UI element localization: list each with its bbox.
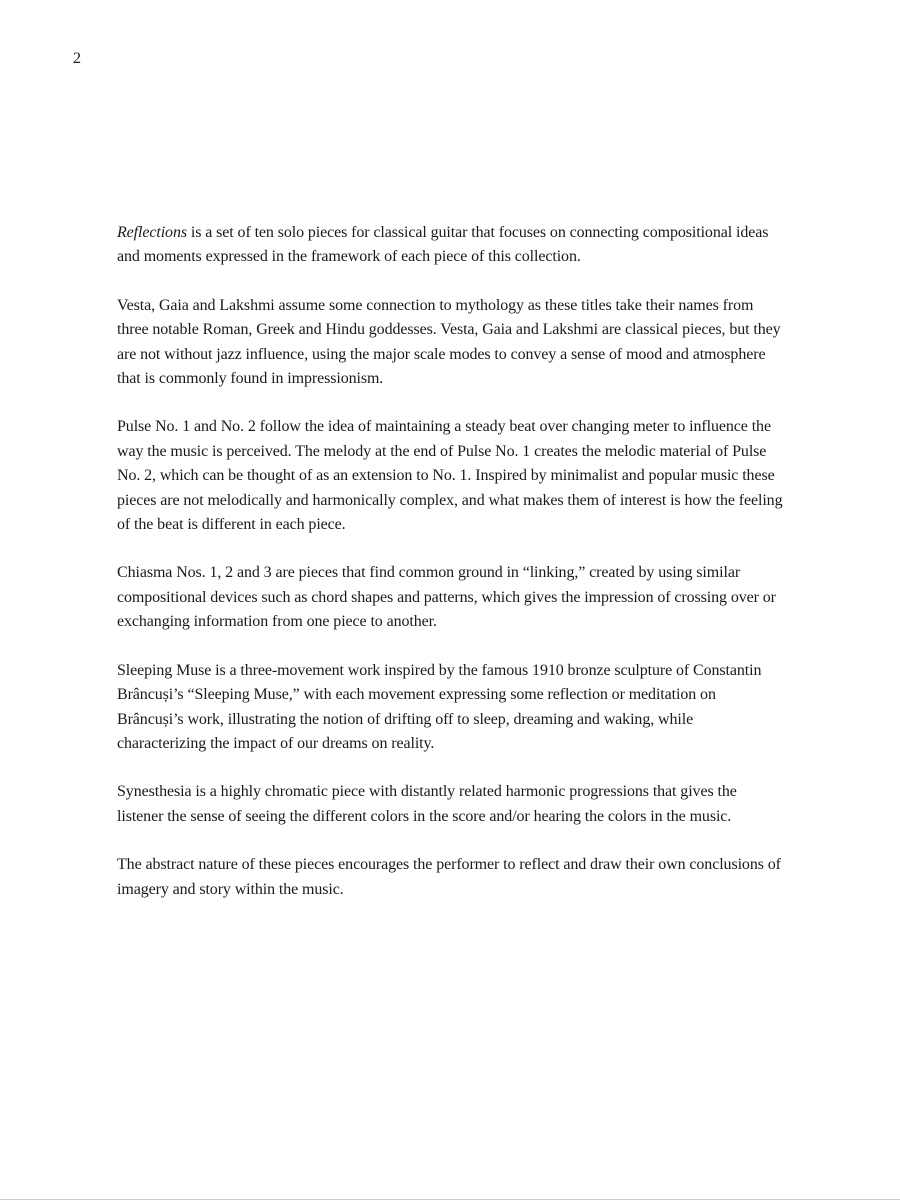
document-body	[117, 221, 785, 902]
paragraph-intro-text: is a set of ten solo pieces for classical guitar that focuses on connecting compositional ideas and moments expressed in the framework of each piece of this collection.	[117, 224, 769, 266]
paragraph-closing: The abstract nature of these pieces encourages the performer to reflect and draw their own conclusions of imagery and story within the music.	[117, 856, 781, 898]
work-title: Reflections	[117, 224, 187, 241]
paragraph-sleeping-muse: Sleeping Muse is a three-movement work inspired by the famous 1910 bronze sculpture of Constantin Brâncuși’s “Sleeping Muse,” with each movement expressing some reflection or meditation on Brâncuși’s work, illustrating the notion of drifting off to sleep, dreaming and waking, while characterizing the impact of our dreams on reality.	[117, 661, 762, 752]
page-number: 2	[73, 50, 81, 67]
paragraph-synesthesia: Synesthesia is a highly chromatic piece with distantly related harmonic progressions that gives the listener the sense of seeing the different colors in the score and/or hearing the colors in the music.	[117, 783, 737, 825]
paragraph-intro	[117, 221, 785, 270]
paragraph-pulse: Pulse No. 1 and No. 2 follow the idea of maintaining a steady beat over changing meter to influence the way the music is perceived. The melody at the end of Pulse No. 1 creates the melodic material of Pulse No. 2, which can be thought of as an extension to No. 1. Inspired by minimalist and popular music these pieces are not melodically and harmonically complex, and what makes them of interest is how the feeling of the beat is different in each piece.	[117, 418, 783, 534]
paragraph-chiasma: Chiasma Nos. 1, 2 and 3 are pieces that find common ground in “linking,” created by using similar compositional devices such as chord shapes and patterns, which gives the impression of crossing over or exchanging information from one piece to another.	[117, 564, 776, 631]
paragraph-goddesses: Vesta, Gaia and Lakshmi assume some connection to mythology as these titles take their names from three notable Roman, Greek and Hindu goddesses. Vesta, Gaia and Lakshmi are classical pieces, but they are not without jazz influence, using the major scale modes to convey a sense of mood and atmosphere that is commonly found in impressionism.	[117, 296, 781, 388]
